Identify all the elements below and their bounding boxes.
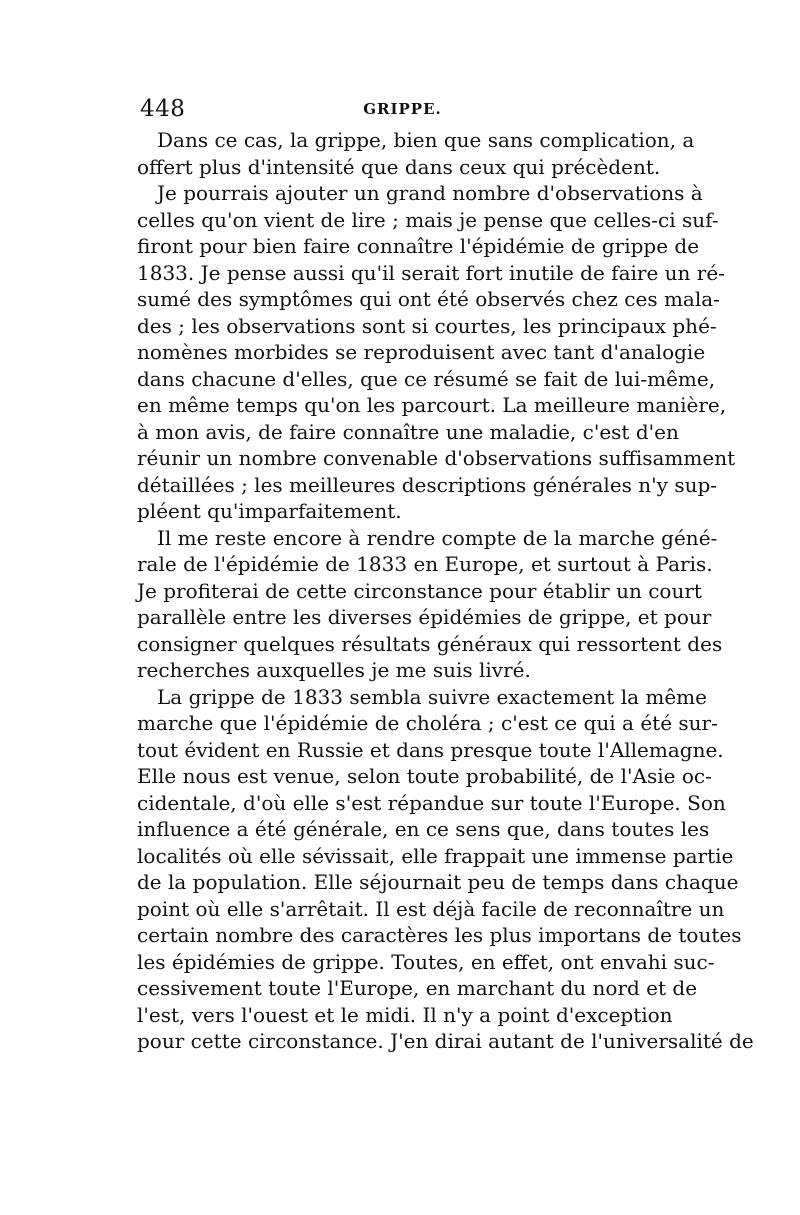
text-line: sumé des symptômes qui ont été observés chez ces mala- <box>137 287 720 311</box>
text-line: l'est, vers l'ouest et le midi. Il n'y a point d'exception <box>137 1002 673 1027</box>
paragraph <box>137 180 736 525</box>
text-line: celles qu'on vient de lire ; mais je pense que celles-ci suf- <box>137 207 719 232</box>
page-number: 448 <box>140 96 186 122</box>
paragraph <box>137 684 754 1055</box>
text-line: détaillées ; les meilleures descriptions générales n'y sup- <box>137 472 718 497</box>
text-line: Je profiterai de cette circonstance pour établir un court <box>137 578 702 603</box>
running-head <box>140 96 665 122</box>
text-line: de la population. Elle séjournait peu de temps dans chaque <box>137 870 739 894</box>
text-line: tout évident en Russie et dans presque toute l'Allemagne. <box>137 737 724 762</box>
paragraph <box>137 127 695 180</box>
text-line: certain nombre des caractères les plus importans de toutes <box>137 923 742 947</box>
paragraph <box>137 525 723 684</box>
text-line: pour cette circonstance. J'en dirai autant de l'universalité de <box>137 1029 754 1053</box>
text-line: La grippe de 1833 sembla suivre exactement la même <box>157 684 707 709</box>
text-line: cidentale, d'où elle s'est répandue sur toute l'Europe. Son <box>137 790 726 815</box>
text-line: des ; les observations sont si courtes, les principaux phé- <box>137 313 717 338</box>
paragraph-list <box>137 127 754 1055</box>
text-line: marche que l'épidémie de choléra ; c'est ce qui a été sur- <box>137 711 718 735</box>
text-line: Je pourrais ajouter un grand nombre d'observations à <box>157 181 703 205</box>
text-line: 1833. Je pense aussi qu'il serait fort inutile de faire un ré- <box>137 260 725 285</box>
text-line: parallèle entre les diverses épidémies de grippe, et pour <box>137 605 712 629</box>
text-line: rale de l'épidémie de 1833 en Europe, et surtout à Paris. <box>137 552 713 576</box>
text-line: en même temps qu'on les parcourt. La meilleure manière, <box>137 393 727 417</box>
text-line: influence a été générale, en ce sens que, dans toutes les <box>137 817 710 841</box>
text-line: consigner quelques résultats généraux qui ressortent des <box>137 631 723 656</box>
text-line: les épidémies de grippe. Toutes, en effet, ont envahi suc- <box>137 949 715 974</box>
text-line: point où elle s'arrêtait. Il est déjà facile de reconnaître un <box>137 896 725 921</box>
text-line: Dans ce cas, la grippe, bien que sans complication, a <box>157 128 695 152</box>
text-line: Elle nous est venue, selon toute probabilité, de l'Asie oc- <box>137 764 712 788</box>
text-line: recherches auxquelles je me suis livré. <box>137 658 531 682</box>
body-text <box>137 127 754 1055</box>
text-line: dans chacune d'elles, que ce résumé se fait de lui-même, <box>137 366 716 391</box>
running-title: GRIPPE. <box>363 100 442 118</box>
text-line: nomènes morbides se reproduisent avec tant d'analogie <box>137 340 706 364</box>
text-line: réunir un nombre convenable d'observations suffisamment <box>137 446 736 470</box>
text-line: Il me reste encore à rendre compte de la marche géné- <box>157 525 718 550</box>
text-line: offert plus d'intensité que dans ceux qui précèdent. <box>137 154 661 179</box>
text-line: firont pour bien faire connaître l'épidémie de grippe de <box>137 234 700 258</box>
text-line: à mon avis, de faire connaître une maladie, c'est d'en <box>137 419 679 444</box>
text-line: localités où elle sévissait, elle frappait une immense partie <box>137 843 734 868</box>
text-line: cessivement toute l'Europe, en marchant du nord et de <box>137 976 698 1000</box>
text-line: pléent qu'imparfaitement. <box>137 499 402 523</box>
